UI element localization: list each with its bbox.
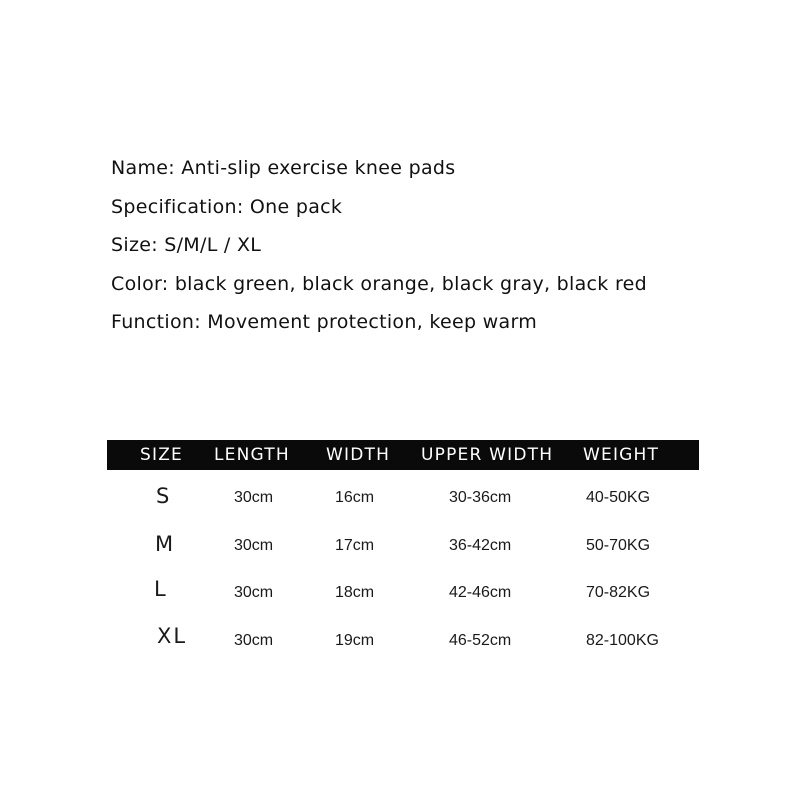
row-size: S: [156, 484, 172, 508]
row-weight: 82-100KG: [586, 631, 659, 649]
spec-color: Color: black green, black orange, black gray, black red: [111, 272, 647, 295]
spec-name: Name: Anti-slip exercise knee pads: [111, 157, 456, 179]
row-upper-width: 42-46cm: [449, 584, 512, 601]
header-weight: WEIGHT: [583, 445, 660, 465]
header-upper-width: UPPER WIDTH: [421, 445, 554, 465]
header-length: LENGTH: [214, 445, 290, 465]
spec-function: Function: Movement protection, keep warm: [111, 311, 538, 333]
header-size: SIZE: [140, 445, 183, 465]
row-upper-width: 36-42cm: [449, 536, 512, 554]
row-width: 19cm: [335, 631, 375, 649]
size-chart-header: [107, 440, 699, 470]
row-size: M: [155, 531, 176, 556]
row-width: 17cm: [335, 536, 375, 554]
row-length: 30cm: [234, 536, 274, 554]
row-weight: 50-70KG: [586, 536, 651, 554]
row-size: XL: [157, 623, 188, 648]
row-length: 30cm: [234, 631, 274, 649]
table-row: [107, 483, 699, 531]
size-chart-table: [107, 440, 699, 673]
row-upper-width: 46-52cm: [449, 631, 512, 649]
row-width: 18cm: [335, 584, 375, 601]
row-size: L: [154, 577, 168, 601]
row-length: 30cm: [234, 584, 274, 601]
row-width: 16cm: [335, 489, 375, 506]
row-length: 30cm: [234, 489, 274, 506]
row-weight: 40-50KG: [586, 489, 651, 506]
table-row: [107, 578, 699, 626]
table-row: [107, 531, 699, 579]
header-width: WIDTH: [326, 445, 391, 465]
spec-size: Size: S/M/L / XL: [111, 234, 262, 256]
row-upper-width: 30-36cm: [449, 489, 512, 506]
spec-specification: Specification: One pack: [111, 195, 343, 218]
product-specs: [111, 153, 751, 346]
table-row: [107, 623, 699, 674]
row-weight: 70-82KG: [586, 584, 651, 601]
